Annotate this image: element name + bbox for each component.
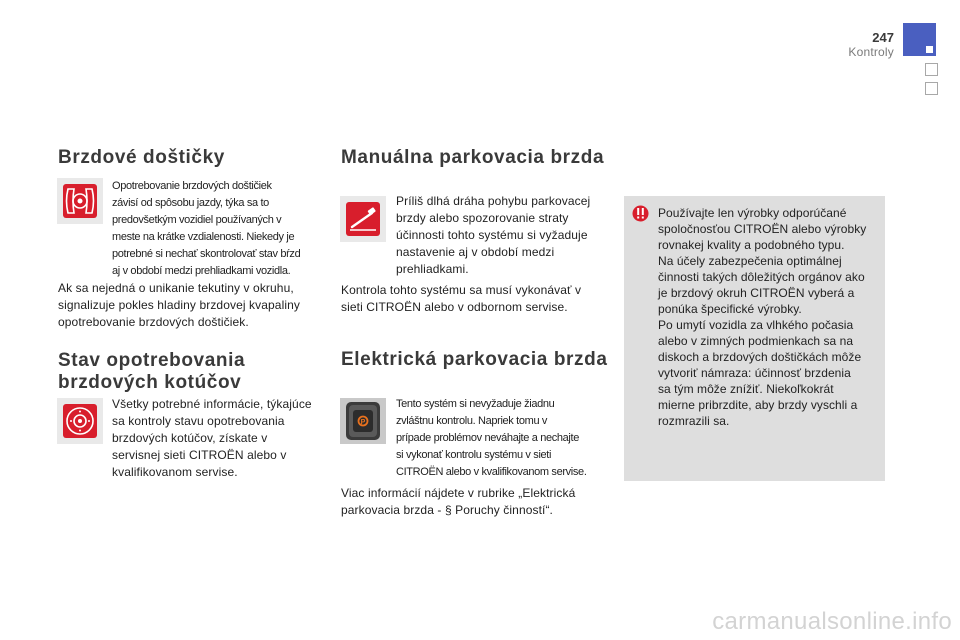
text-line: brzdových kotúčov, získate v <box>112 431 268 445</box>
section-tab-marker <box>926 46 933 53</box>
text-line: ponúka špecifické výrobky. <box>658 302 802 316</box>
brake-pads-icon <box>57 178 103 224</box>
brake-disc-icon <box>57 398 103 444</box>
text-line: alebo v zimných podmienkach sa na <box>658 334 854 348</box>
text-line: je brzdový okruh CITROËN vyberá a <box>658 286 855 300</box>
heading-brake-pads: Brzdové doštičky <box>58 147 225 168</box>
heading-electric-parking-brake: Elektrická parkovacia brzda <box>341 349 608 370</box>
brake-discs-text <box>112 396 324 481</box>
text-line: spoločnosťou CITROËN alebo výrobky <box>658 222 867 236</box>
text-line: si vykonať kontrolu systému v sieti <box>396 449 552 461</box>
heading-line: brzdových kotúčov <box>58 372 242 393</box>
text-line: servisnej sieti CITROËN alebo v <box>112 448 287 462</box>
text-line: Tento systém si nevyžaduje žiadnu <box>396 398 555 410</box>
parking-brake-lever-icon <box>340 196 386 242</box>
watermark: carmanualsonline.info <box>712 608 952 635</box>
text-line: činnosti takých dôležitých orgánov ako <box>658 270 865 284</box>
text-line: prípade problémov neváhajte a nechajte <box>396 432 580 444</box>
text-line: zvláštnu kontrolu. Napriek tomu v <box>396 415 548 427</box>
electric-parking-brake-switch-icon <box>340 398 386 444</box>
section-tab-empty-2 <box>925 82 938 95</box>
section-name: Kontroly <box>848 45 894 59</box>
text-line: vytvoriť námraza: účinnosť brzdenia <box>658 366 851 380</box>
text-line: potrebné si nechať skontrolovať stav bŕzd <box>112 248 301 260</box>
text-line: Príliš dlhá dráha pohybu parkovacej <box>396 194 591 208</box>
heading-brake-discs <box>58 350 245 394</box>
text-line: kvalifikovanom servise. <box>112 465 238 479</box>
text-line: CITROËN alebo v kvalifikovanom servise. <box>396 466 587 478</box>
text-line: mierne pribrzdite, aby brzdy vyschli a <box>658 398 858 412</box>
heading-line: Stav opotrebovania <box>58 350 246 371</box>
warning-text <box>658 205 880 429</box>
text-line: opotrebovanie brzdových doštičiek. <box>58 315 249 329</box>
text-line: sieti CITROËN alebo v odbornom servise. <box>341 300 568 314</box>
text-line: predovšetkým vozidiel používaných v <box>112 214 282 226</box>
text-line: prehliadkami. <box>396 262 469 276</box>
manual-brake-note <box>341 282 611 316</box>
text-line: parkovacia brzda - § Poruchy činností“. <box>341 503 553 517</box>
text-line: sa tým môže znížiť. Niekoľkokrát <box>658 382 834 396</box>
brake-pads-intro <box>112 178 324 280</box>
text-line: Používajte len výrobky odporúčané <box>658 206 847 220</box>
text-line: Ak sa nejedná o unikanie tekutiny v okruhu, <box>58 281 294 295</box>
text-line: účinnosti tohto systému si vyžaduje <box>396 228 588 242</box>
text-line: Po umytí vozidla za vlhkého počasia <box>658 318 854 332</box>
text-line: závisí od spôsobu jazdy, týka sa to <box>112 197 269 209</box>
brake-pads-note <box>58 280 323 331</box>
text-line: brzdy alebo spozorovanie straty <box>396 211 569 225</box>
page-number: 247 <box>872 30 894 45</box>
text-line: rovnakej kvality a podobného typu. <box>658 238 845 252</box>
text-line: aj v období medzi prehliadkami vozidla. <box>112 265 291 277</box>
text-line: Všetky potrebné informácie, týkajúce <box>112 397 312 411</box>
manual-brake-intro <box>396 193 606 278</box>
text-line: Kontrola tohto systému sa musí vykonávať v <box>341 283 582 297</box>
electric-brake-note <box>341 485 611 519</box>
section-tab-empty-1 <box>925 63 938 76</box>
text-line: rozmrazili sa. <box>658 414 730 428</box>
heading-manual-parking-brake: Manuálna parkovacia brzda <box>341 147 605 168</box>
text-line: Viac informácií nájdete v rubrike „Elektrická <box>341 486 576 500</box>
text-line: sa kontroly stavu opotrebovania <box>112 414 285 428</box>
electric-brake-intro <box>396 396 616 481</box>
text-line: Opotrebovanie brzdových doštičiek <box>112 180 272 192</box>
text-line: nastavenie aj v období medzi <box>396 245 555 259</box>
warning-icon <box>632 205 649 222</box>
svg-text:P: P <box>360 419 366 426</box>
text-line: Na účely zabezpečenia optimálnej <box>658 254 842 268</box>
text-line: signalizuje pokles hladiny brzdovej kvapaliny <box>58 298 300 312</box>
text-line: diskoch a brzdových doštičkách môže <box>658 350 862 364</box>
text-line: meste na krátke vzdialenosti. Niekedy je <box>112 231 295 243</box>
